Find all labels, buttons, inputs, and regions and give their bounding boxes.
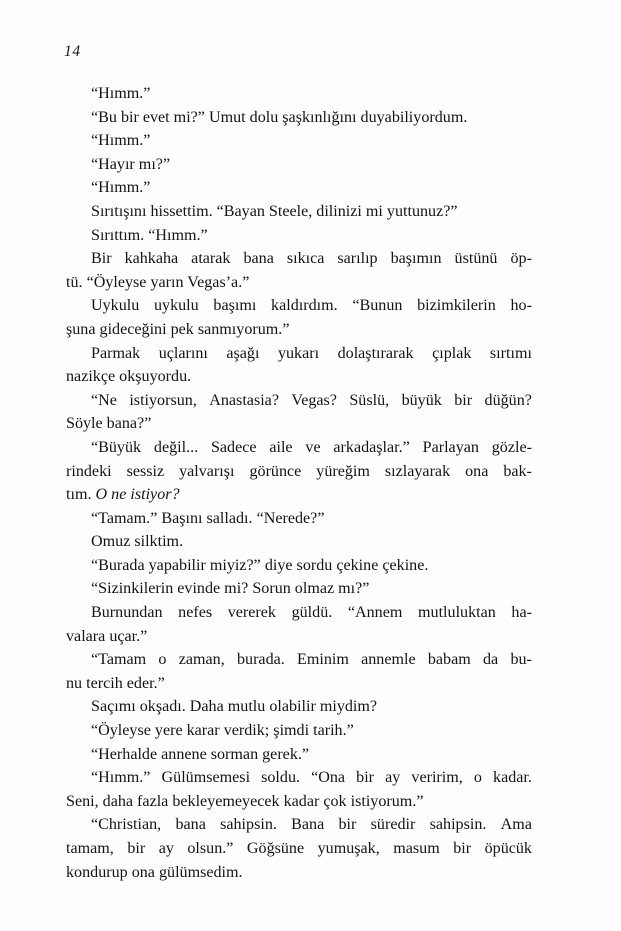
- text-line: [66, 483, 532, 507]
- text-line: Söyle bana?”: [66, 415, 152, 433]
- text-line: Sırıtışını hissettim. “Bayan Steele, dilinizi mi yuttunuz?”: [91, 202, 458, 220]
- paragraph: [66, 436, 532, 507]
- paragraph: [66, 813, 532, 884]
- text-line: Seni, daha fazla bekleyemeyecek kadar çok istiyorum.”: [66, 792, 424, 810]
- text-line: Parmak uçlarını aşağı yukarı dolaştırarak çıplak sırtımı: [91, 344, 532, 362]
- text-line: “Hımm.”: [91, 85, 151, 102]
- body-text-block: [66, 82, 532, 884]
- text-line: kondurup ona gülümsedim.: [66, 863, 243, 881]
- text-line: Burnundan nefes vererek güldü. “Annem mutluluktan ha-: [91, 604, 532, 622]
- paragraph: [66, 176, 532, 200]
- text-line: Bir kahkaha atarak bana sıkıca sarılıp başımın üstünü öp-: [91, 250, 532, 268]
- paragraph: [66, 224, 532, 248]
- text-line: “Bu bir evet mi?” Umut dolu şaşkınlığını duyabiliyordum.: [91, 108, 468, 126]
- paragraph: [66, 577, 532, 601]
- text-line: şuna gideceğini pek sanmıyorum.”: [66, 320, 290, 338]
- text-line: tü. “Öyleyse yarın Vegas’a.”: [66, 273, 250, 291]
- paragraph: [66, 695, 532, 719]
- text-line: tamam, bir ay olsun.” Göğsüne yumuşak, masum bir öpücük: [66, 840, 532, 857]
- text-line: “Büyük değil... Sadece aile ve arkadaşlar.” Parlayan gözle-: [91, 438, 532, 456]
- paragraph: [66, 389, 532, 436]
- paragraph: [66, 342, 532, 389]
- italic-inner-thought: O ne istiyor?: [95, 486, 180, 504]
- text-line: “Hımm.” Gülümsemesi soldu. “Ona bir ay veririm, o kadar.: [91, 769, 532, 787]
- paragraph: [66, 294, 532, 341]
- paragraph: [66, 106, 532, 130]
- paragraph: [66, 554, 532, 578]
- text-line: “Hımm.”: [91, 179, 151, 197]
- paragraph: [66, 766, 532, 813]
- text-line: nazikçe okşuyordu.: [66, 368, 192, 386]
- paragraph: [66, 507, 532, 531]
- text-line: rindeki sessiz yalvarışı görünce yüreğim sızlayarak ona bak-: [66, 462, 532, 480]
- paragraph: [66, 153, 532, 177]
- text-line: Saçımı okşadı. Daha mutlu olabilir miydim?: [91, 698, 378, 716]
- paragraph: [66, 719, 532, 743]
- text-line: valara uçar.”: [66, 627, 148, 645]
- paragraph: [66, 200, 532, 224]
- text-line: “Christian, bana sahipsin. Bana bir süredir sahipsin. Ama: [91, 816, 532, 834]
- text-line: “Tamam.” Başını salladı. “Nerede?”: [91, 509, 325, 527]
- text-line: “Ne istiyorsun, Anastasia? Vegas? Süslü, büyük bir düğün?: [91, 391, 532, 409]
- text-line: Uykulu uykulu başımı kaldırdım. “Bunun bizimkilerin ho-: [91, 297, 532, 315]
- text-line: “Burada yapabilir miyiz?” diye sordu çekine çekine.: [91, 556, 429, 574]
- paragraph: [66, 247, 532, 294]
- text-line: Omuz silktim.: [91, 533, 184, 551]
- page-number: 14: [64, 43, 81, 60]
- text-line: “Öyleyse yere karar verdik; şimdi tarih.”: [91, 722, 354, 740]
- paragraph: [66, 601, 532, 648]
- paragraph: [66, 82, 532, 106]
- text-line: Sırıttım. “Hımm.”: [91, 226, 208, 244]
- paragraph: [66, 743, 532, 767]
- paragraph: [66, 530, 532, 554]
- text-line: “Tamam o zaman, burada. Eminim annemle babam da bu-: [91, 651, 532, 669]
- text-line: “Hayır mı?”: [91, 155, 171, 173]
- paragraph: [66, 129, 532, 153]
- text-line: nu tercih eder.”: [66, 674, 165, 692]
- text-line: “Sizinkilerin evinde mi? Sorun olmaz mı?”: [91, 580, 370, 598]
- paragraph: [66, 648, 532, 695]
- line-text: tım.: [66, 486, 96, 504]
- text-line: “Herhalde annene sorman gerek.”: [91, 745, 310, 763]
- text-line: “Hımm.”: [91, 132, 151, 150]
